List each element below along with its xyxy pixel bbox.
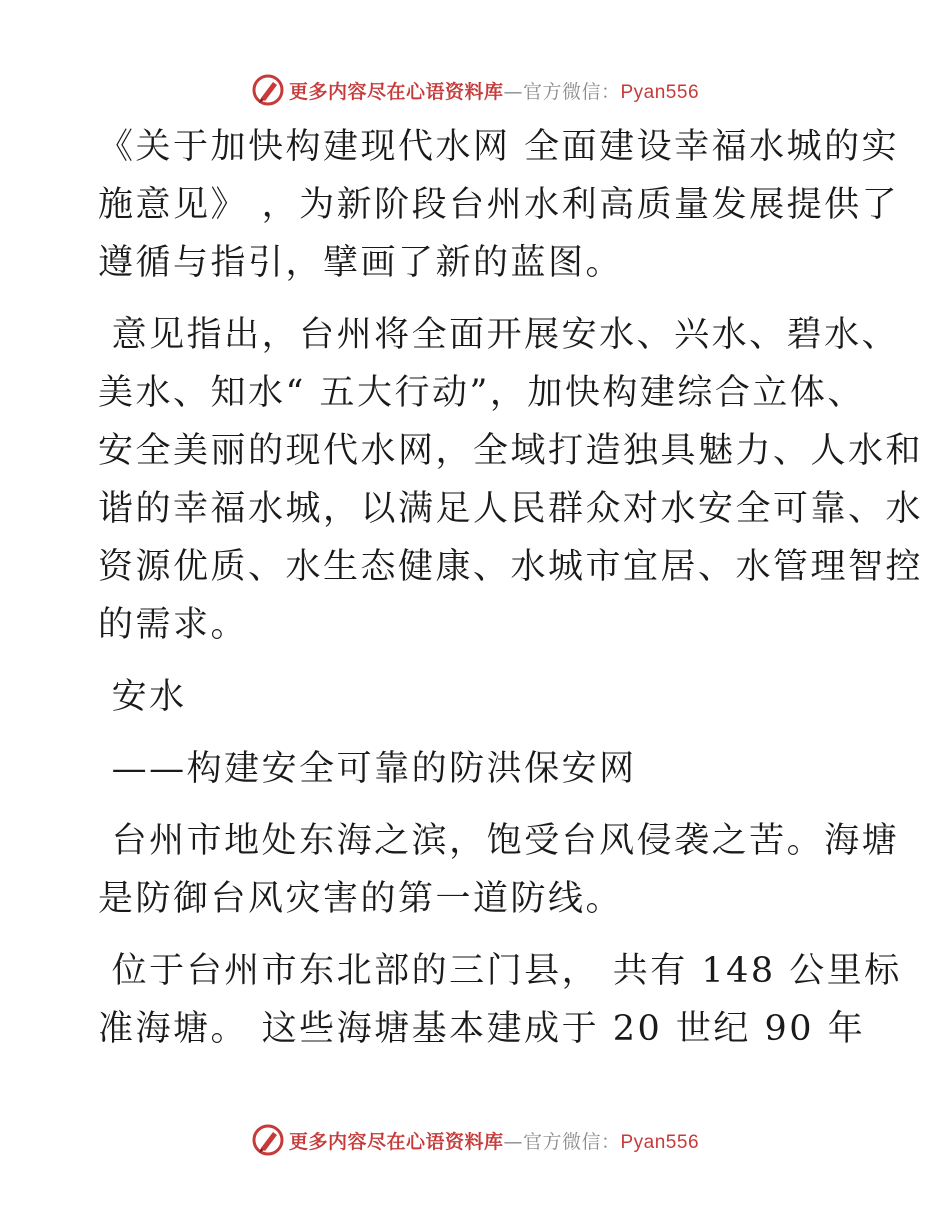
banner-main-text: 更多内容尽在心语资料库 <box>288 80 504 103</box>
banner-wechat-label: 官方微信： <box>522 1130 621 1153</box>
paragraph <box>98 942 902 1058</box>
text-line: 遵循与指引，擘画了新的蓝图。 <box>98 243 624 283</box>
text-line: 美水、知水“ 五大行动”，加快构建综合立体、 <box>98 373 865 413</box>
paragraph <box>98 740 858 798</box>
text-line: 《关于加快构建现代水网 全面建设幸福水城的实 <box>98 127 900 167</box>
text-line: 准海塘。 这些海塘基本建成于 20 世纪 90 年 <box>98 1009 866 1049</box>
paragraph <box>98 812 900 928</box>
paragraph <box>98 118 900 292</box>
header-banner <box>0 70 950 110</box>
text-line: 安全美丽的现代水网，全域打造独具魅力、人水和 <box>98 431 924 471</box>
text-line: 台州市地处东海之滨，饱受台风侵袭之苦。海塘 <box>98 821 900 861</box>
text-line: ——构建安全可靠的防洪保安网 <box>98 749 637 789</box>
pen-logo-icon <box>251 1123 285 1157</box>
text-line: 资源优质、水生态健康、水城市宜居、水管理智控 <box>98 547 924 587</box>
text-line: 的需求。 <box>98 605 249 645</box>
banner-account: Pyan556 <box>620 1131 700 1153</box>
paragraph <box>98 668 858 726</box>
text-line: 谐的幸福水城，以满足人民群众对水安全可靠、水 <box>98 489 924 529</box>
banner-main-text: 更多内容尽在心语资料库 <box>288 1130 504 1153</box>
text-line: 是防御台风灾害的第一道防线。 <box>98 879 624 919</box>
document-body <box>98 118 924 1072</box>
banner-wechat-label: 官方微信： <box>522 80 621 103</box>
footer-banner <box>0 1120 950 1160</box>
text-line: 意见指出，台州将全面开展安水、兴水、碧水、 <box>98 315 900 355</box>
text-line: 施意见》 ，为新阶段台州水利高质量发展提供了 <box>98 185 900 225</box>
banner-dash: — <box>503 1130 523 1153</box>
pen-logo-icon <box>251 73 285 107</box>
banner-account: Pyan556 <box>620 81 700 103</box>
paragraph <box>98 306 924 654</box>
text-line: 位于台州市东北部的三门县， 共有 148 公里标 <box>98 951 902 991</box>
text-line: 安水 <box>98 677 187 717</box>
banner-dash: — <box>503 80 523 103</box>
